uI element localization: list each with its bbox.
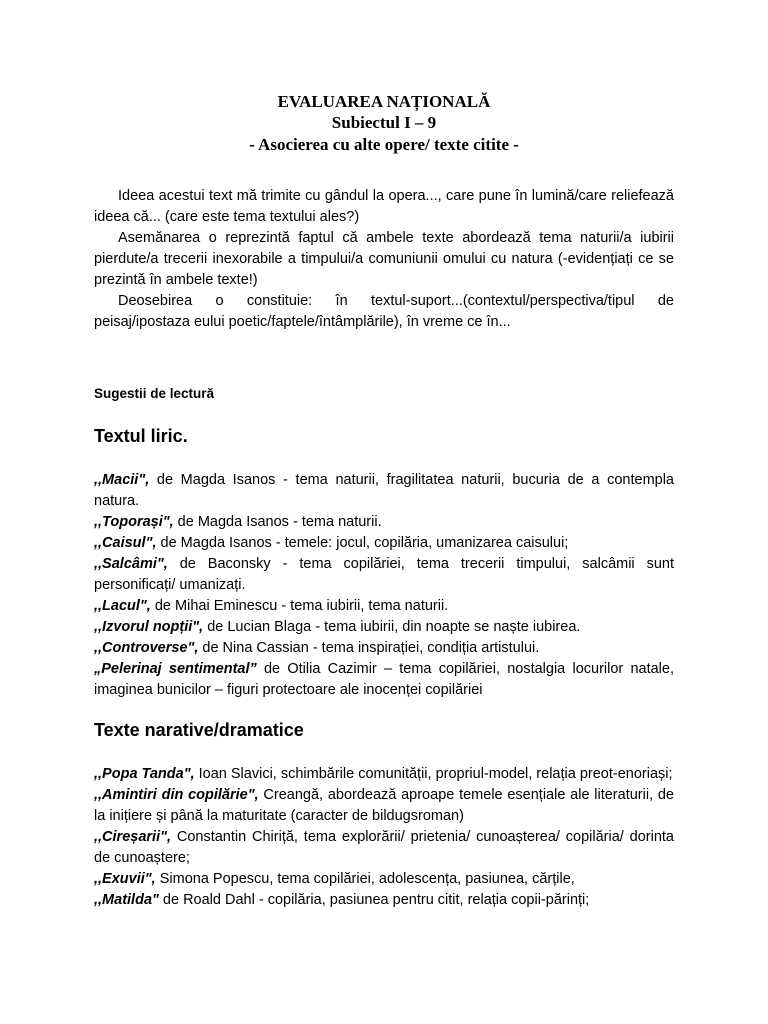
work-title: ,,Cireșarii", xyxy=(94,829,171,845)
work-title: „Pelerinaj sentimental” xyxy=(94,661,257,677)
list-item xyxy=(94,533,674,554)
intro-section xyxy=(94,186,674,333)
list-item xyxy=(94,512,674,533)
list-item xyxy=(94,596,674,617)
intro-paragraph: Asemănarea o reprezintă faptul că ambele texte abordează tema naturii/a iubirii pierdute/a trecerii inexorabile a timpului/a comuniunii omului cu natura (-evidențiați ce se prezintă în ambele texte!) xyxy=(94,230,674,288)
work-description: Simona Popescu, tema copilăriei, adolescența, pasiunea, cărțile, xyxy=(155,871,575,887)
work-description: de Roald Dahl - copilăria, pasiunea pentru citit, relația copii-părinți; xyxy=(158,892,590,908)
lyric-list xyxy=(94,470,674,701)
list-item xyxy=(94,827,674,869)
work-description: de Magda Isanos - tema naturii. xyxy=(173,514,382,530)
work-description: Creangă, abordează aproape temele esențiale ale literaturii, de la inițiere și până la maturitate (caracter de bildugsroman) xyxy=(94,787,674,824)
work-description: de Magda Isanos - tema naturii, fragilitatea naturii, bucuria de a contempla natura. xyxy=(94,472,674,509)
list-item xyxy=(94,617,674,638)
work-description: Ioan Slavici, schimbările comunității, propriul-model, relația preot-enoriași; xyxy=(194,766,673,782)
work-title: ,,Toporași", xyxy=(94,514,174,530)
list-item xyxy=(94,470,674,512)
work-description: de Nina Cassian - tema inspirației, condiția artistului. xyxy=(198,640,540,656)
list-item xyxy=(94,890,674,911)
work-title: ,,Salcâmi", xyxy=(94,556,168,572)
narrative-heading: Texte narative/dramatice xyxy=(94,720,304,740)
list-item xyxy=(94,764,674,785)
work-title: ,,Caisul", xyxy=(94,535,157,551)
list-item xyxy=(94,659,674,701)
lyric-heading: Textul liric. xyxy=(94,426,188,446)
intro-paragraph: Ideea acestui text mă trimite cu gândul la opera..., care pune în lumină/care reliefează ideea că... (care este tema textului ales?) xyxy=(94,188,674,225)
list-item xyxy=(94,785,674,827)
document-title: EVALUAREA NAȚIONALĂ xyxy=(277,92,491,111)
work-description: de Lucian Blaga - tema iubirii, din noapte se naște iubirea. xyxy=(203,619,581,635)
document-topic: - Asocierea cu alte opere/ texte citite - xyxy=(249,135,519,154)
work-title: ,,Izvorul nopții", xyxy=(94,619,204,635)
work-title: ,,Amintiri din copilărie", xyxy=(94,787,259,803)
work-title: ,,Lacul", xyxy=(94,598,151,614)
narrative-list xyxy=(94,764,674,911)
work-description: de Mihai Eminescu - tema iubirii, tema naturii. xyxy=(150,598,449,614)
work-title: ,,Macii", xyxy=(94,472,150,488)
work-description: de Otilia Cazimir – tema copilăriei, nostalgia locurilor natale, imaginea bunicilor – figuri protectoare ale inocenței copilăriei xyxy=(94,661,675,698)
work-title: ,,Popa Tanda", xyxy=(94,766,195,782)
list-item xyxy=(94,638,674,659)
work-description: de Baconsky - tema copilăriei, tema trecerii timpului, salcâmii sunt personificați/ umanizați. xyxy=(94,556,674,593)
work-title: ,,Matilda" xyxy=(94,892,159,908)
work-description: Constantin Chiriță, tema explorării/ prietenia/ cunoașterea/ copilăria/ dorinta de cunoaștere; xyxy=(94,829,674,866)
intro-paragraph: Deosebirea o constituie: în textul-suport...(contextul/perspectiva/tipul de peisaj/ipostaza eului poetic/faptele/întâmplările), în vreme ce în... xyxy=(94,293,674,330)
work-title: ,,Exuvii", xyxy=(94,871,156,887)
document-subtitle: Subiectul I – 9 xyxy=(331,113,437,132)
work-title: ,,Controverse", xyxy=(94,640,199,656)
list-item xyxy=(94,554,674,596)
work-description: de Magda Isanos - temele: jocul, copilăria, umanizarea caisului; xyxy=(156,535,569,551)
suggestions-title: Sugestii de lectură xyxy=(94,386,215,401)
list-item xyxy=(94,869,674,890)
